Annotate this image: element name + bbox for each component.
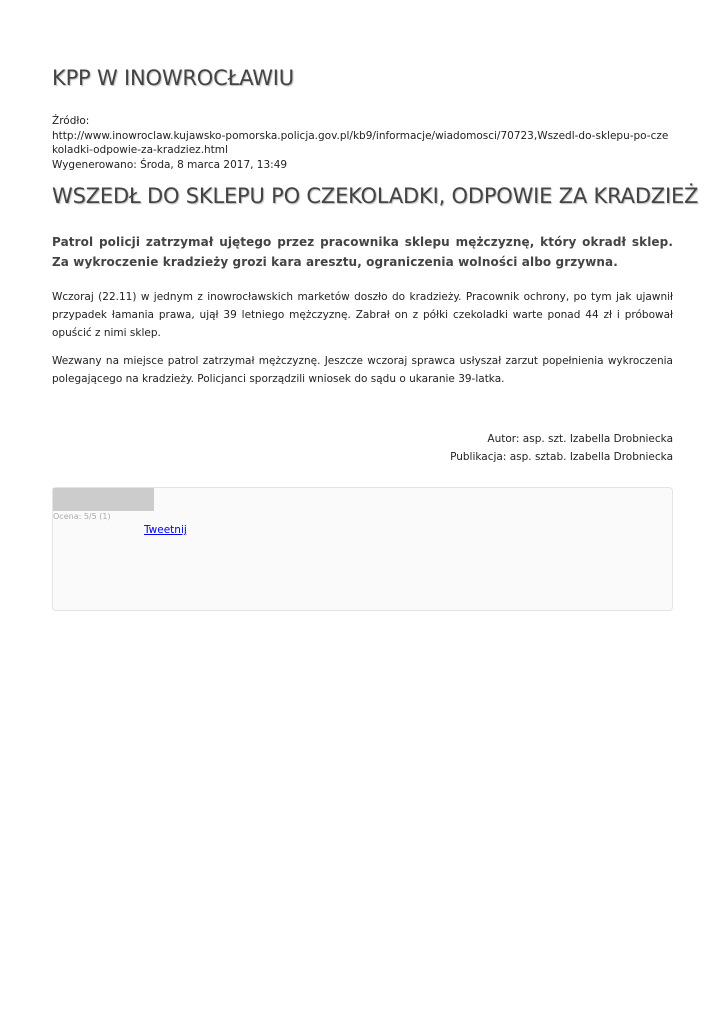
article-paragraph-1: Wczoraj (22.11) w jednym z inowrocławskich marketów doszło do kradzieży. Pracownik ochrony, po tym jak ujawnił przypadek łamania prawa, ujął 39 letniego mężczyznę. Zabrał on z półki czekoladki warte ponad 44 zł i próbował opuścić z nimi sklep. [52,291,673,339]
source-label: Źródło: [52,115,90,127]
article-title: WSZEDŁ DO SKLEPU PO CZEKOLADKI, ODPOWIE ZA KRADZIEŻ [52,184,699,208]
article-paragraph-2: Wezwany na miejsce patrol zatrzymał mężczyznę. Jeszcze wczoraj sprawca usłyszał zarzut popełnienia wykroczenia polegającego na kradzieży. Policjanci sporządzili wniosek do sądu o ukaranie 39-latka. [52,355,673,385]
rating-text: Ocena: 5/5 (1) [53,512,111,521]
source-url: http://www.inowroclaw.kujawsko-pomorska.policja.gov.pl/kb9/informacje/wiadomosci/70723,Wszedl-do-sklepu-po-czekoladki-odpowie-za-kradziez.html [52,129,669,156]
tweet-link[interactable]: Tweetnij [144,524,187,536]
social-box [52,487,673,611]
article-lead: Patrol policji zatrzymał ujętego przez pracownika sklepu mężczyznę, który okradł sklep. Za wykroczenie kradzieży grozi kara aresztu, ograniczenia wolności albo grzywna. [52,235,673,269]
author-block [450,430,673,466]
site-title: KPP W INOWROCŁAWIU [52,66,294,90]
publication-line: Publikacja: asp. sztab. Izabella Drobniecka [450,451,673,463]
source-metadata [52,114,673,172]
generated-date: Wygenerowano: Środa, 8 marca 2017, 13:49 [52,158,288,171]
rating-stars-bar[interactable] [53,488,154,511]
author-line: Autor: asp. szt. Izabella Drobniecka [487,433,673,445]
